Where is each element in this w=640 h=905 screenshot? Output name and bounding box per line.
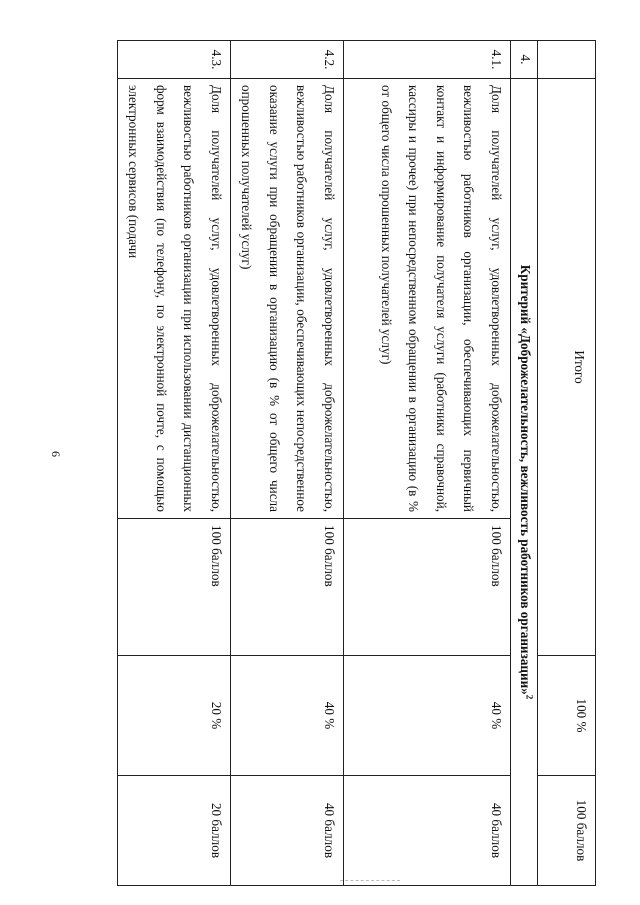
table-row — [231, 41, 344, 886]
row-description: Доля получателей услуг, удовлетворенных доброжелательностью, вежливостью работников организации при использовании дистанционных форм взаимодействия (по телефону, по электронной почте, с помощью электронных сервисов (подачи — [118, 79, 231, 519]
page-number: 6 — [49, 451, 63, 457]
scan-artifact-line — [340, 880, 400, 882]
row-max-points: 40 баллов — [344, 776, 511, 886]
criteria-table — [117, 40, 596, 886]
footnote-mark: 2 — [524, 694, 535, 700]
row-description: Доля получателей услуг, удовлетворенных доброжелательностью, вежливостью работников организации, обеспечивающих первичный контакт и информирование получателя услуги (работники справочной, кассиры и прочее) при непосредственном обращении в организацию (в % от общего числа опрошенных получателей услуг) — [344, 79, 511, 519]
row-weight: 40 % — [344, 656, 511, 776]
criterion-title: Критерий «Доброжелательность, вежливость работников организации»$^2$ — [511, 79, 538, 886]
rotated-document-table — [86, 40, 596, 885]
row-weight: 20 % — [118, 656, 231, 776]
row-points: 100 баллов — [344, 519, 511, 656]
row-number: 4.2. — [231, 41, 344, 79]
total-row — [538, 41, 596, 886]
row-max-points: 20 баллов — [118, 776, 231, 886]
row-points: 100 баллов — [118, 519, 231, 656]
row-number: 4.3. — [118, 41, 231, 79]
total-empty-cell — [538, 41, 596, 79]
row-description: Доля получателей услуг, удовлетворенных доброжелательностью, вежливостью работников организации, обеспечивающих непосредственное оказание услуги при обращении в организацию (в % от общего числа опрошенных получателей услуг) — [231, 79, 344, 519]
total-label: Итого — [538, 79, 596, 656]
row-number: 4.1. — [344, 41, 511, 79]
total-max-points: 100 баллов — [538, 776, 596, 886]
total-percent: 100 % — [538, 656, 596, 776]
table-row — [118, 41, 231, 886]
row-points: 100 баллов — [231, 519, 344, 656]
criterion-header-row — [511, 41, 538, 886]
row-weight: 40 % — [231, 656, 344, 776]
row-max-points: 40 баллов — [231, 776, 344, 886]
table-row — [344, 41, 511, 886]
criterion-number: 4. — [511, 41, 538, 79]
